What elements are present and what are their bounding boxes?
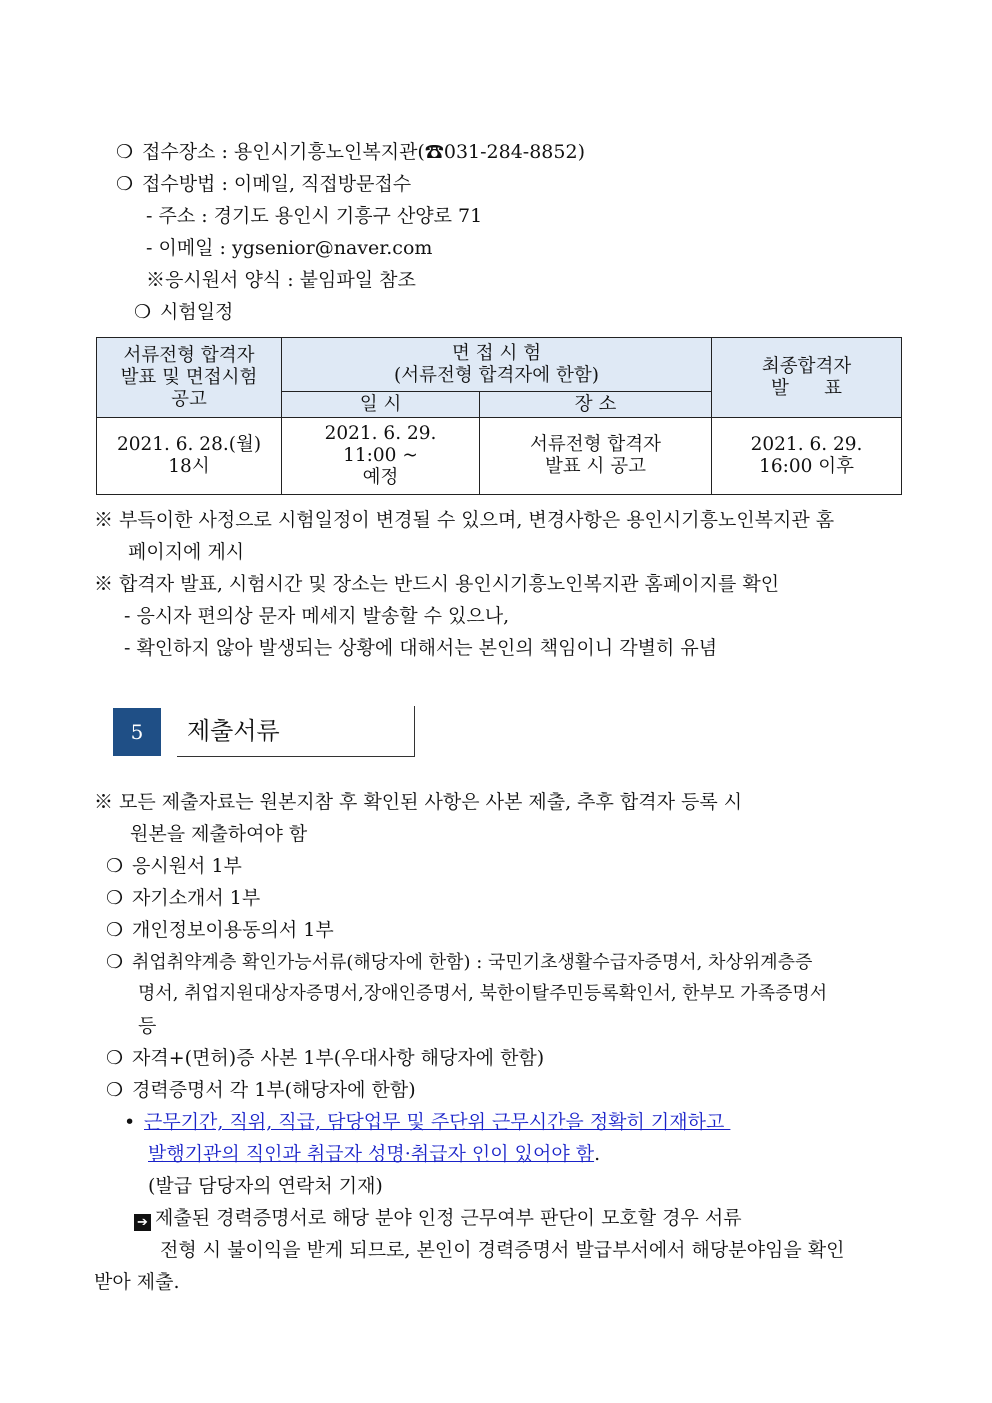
circle-bullet-icon: ❍ — [106, 1047, 124, 1069]
list-item — [106, 886, 260, 910]
header-text: 발표 및 면접시험 — [120, 366, 258, 388]
list-item-cont: 등 — [138, 1015, 157, 1037]
reception-place-line — [116, 140, 585, 164]
cell-text: 2021. 6. 29. — [324, 423, 437, 444]
interview-date-cell — [282, 418, 480, 495]
list-item-text: 개인정보이용동의서 1부 — [132, 919, 334, 941]
section-number: 5 — [113, 708, 161, 756]
warning-end: 받아 제출. — [94, 1271, 180, 1293]
warning-line — [134, 1206, 742, 1231]
list-item — [106, 918, 334, 942]
cell-text: 18시 — [168, 456, 210, 477]
career-contact: (발급 담당자의 연락처 기재) — [148, 1175, 383, 1197]
reception-address: - 주소 : 경기도 용인시 기흥구 산양로 71 — [146, 205, 483, 227]
cell-text: 2021. 6. 29. — [750, 434, 863, 455]
list-item — [106, 1046, 544, 1070]
header-text: 발 표 — [771, 377, 843, 399]
note-schedule-change: ※ 부득이한 사정으로 시험일정이 변경될 수 있으며, 변경사항은 용인시기흥노인복지관 홈 — [94, 509, 835, 531]
list-item — [106, 854, 242, 878]
interview-header — [282, 338, 712, 392]
reception-method: 접수방법 : 이메일, 직접방문접수 — [142, 173, 412, 195]
reception-form-note: ※응시원서 양식 : 붙임파일 참조 — [146, 269, 416, 291]
submission-note: ※ 모든 제출자료는 원본지참 후 확인된 사항은 사본 제출, 추후 합격자 등록 시 — [94, 791, 743, 813]
circle-bullet-icon: ❍ — [106, 1079, 124, 1101]
place-header: 장 소 — [480, 392, 712, 418]
list-item — [106, 1078, 416, 1102]
reception-method-line — [116, 172, 411, 196]
circle-bullet-icon: ❍ — [106, 919, 124, 941]
career-requirement-end: . — [594, 1143, 601, 1165]
schedule-title-line — [134, 300, 233, 324]
right-arrow-box-icon: ➔ — [134, 1214, 151, 1231]
list-item-text: 응시원서 1부 — [132, 855, 242, 877]
list-item — [106, 950, 812, 975]
cell-text: 2021. 6. 28.(월) — [116, 434, 262, 455]
header-text: (서류전형 합격자에 한함) — [394, 364, 599, 386]
warning-cont: 전형 시 불이익을 받게 되므로, 본인이 경력증명서 발급부서에서 해당분야임을 확인 — [160, 1239, 845, 1261]
final-announce-cell — [712, 418, 902, 495]
header-text: 면 접 시 험 — [451, 342, 542, 364]
section-title: 제출서류 — [177, 706, 415, 757]
circle-bullet-icon: ❍ — [106, 951, 124, 973]
circle-bullet-icon: ❍ — [116, 173, 134, 195]
circle-bullet-icon: ❍ — [106, 855, 124, 877]
list-item-cont: 명서, 취업지원대상자증명서,장애인증명서, 북한이탈주민등록확인서, 한부모 가족증명서 — [138, 983, 828, 1004]
circle-bullet-icon: ❍ — [134, 301, 152, 323]
submission-note-cont: 원본을 제출하여야 함 — [130, 823, 308, 845]
cell-text: 예정 — [362, 467, 399, 488]
cell-text: 16:00 이후 — [759, 456, 854, 477]
reception-email: - 이메일 : ygsenior@naver.com — [146, 237, 433, 259]
note-check-homepage: ※ 합격자 발표, 시험시간 및 장소는 반드시 용인시기흥노인복지관 홈페이지를 확인 — [94, 573, 780, 595]
note-responsibility: - 확인하지 않아 발생되는 상황에 대해서는 본인의 책임이니 각별히 유념 — [124, 637, 718, 659]
career-requirement — [124, 1110, 730, 1134]
list-item-text: 자격+(면허)증 사본 1부(우대사항 해당자에 한함) — [132, 1047, 545, 1069]
list-item-text: 자기소개서 1부 — [132, 887, 261, 909]
career-requirement-text: 근무기간, 직위, 직급, 담당업무 및 주단위 근무시간을 정확히 기재하고 — [144, 1111, 731, 1133]
cell-text: 서류전형 합격자 — [530, 434, 661, 455]
header-text: 서류전형 합격자 — [123, 344, 255, 366]
note-schedule-change-cont: 페이지에 게시 — [128, 541, 245, 563]
date-header: 일 시 — [282, 392, 480, 418]
circle-bullet-icon: ❍ — [116, 141, 134, 163]
dot-bullet-icon: • — [124, 1111, 136, 1133]
cell-text: 발표 시 공고 — [544, 456, 647, 477]
interview-place-cell — [480, 418, 712, 495]
header-text: 공고 — [171, 388, 207, 410]
career-requirement-text: 발행기관의 직인과 취급자 성명·취급자 인이 있어야 함 — [148, 1143, 595, 1165]
circle-bullet-icon: ❍ — [106, 887, 124, 909]
note-sms: - 응시자 편의상 문자 메세지 발송할 수 있으나, — [124, 605, 510, 627]
warning-text: 제출된 경력증명서로 해당 분야 인정 근무여부 판단이 모호할 경우 서류 — [155, 1207, 742, 1229]
reception-place: 접수장소 : 용인시기흥노인복지관(☎031-284-8852) — [142, 141, 585, 163]
final-announce-header — [712, 338, 902, 418]
list-item-text: 경력증명서 각 1부(해당자에 한함) — [132, 1079, 416, 1101]
cell-text: 11:00 ~ — [343, 445, 418, 466]
doc-announce-header — [97, 338, 282, 418]
doc-announce-cell — [97, 418, 282, 495]
career-requirement-cont — [148, 1142, 600, 1166]
list-item-text: 취업취약계층 확인가능서류(해당자에 한함) : 국민기초생활수급자증명서, 차상위계층증 — [132, 952, 813, 973]
schedule-title: 시험일정 — [160, 301, 234, 323]
schedule-table — [96, 337, 902, 495]
header-text: 최종합격자 — [761, 355, 852, 377]
